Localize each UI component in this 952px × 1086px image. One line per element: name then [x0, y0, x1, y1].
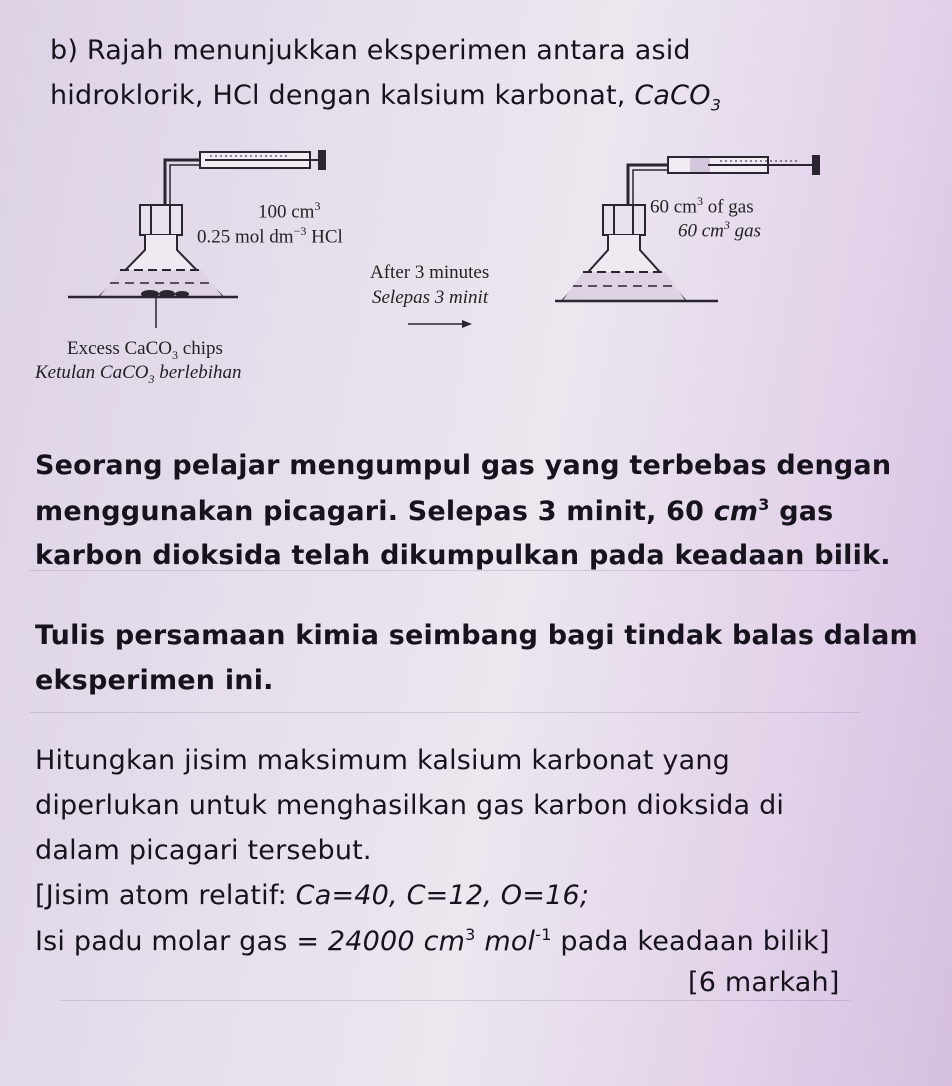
selepas-3-minit-label: Selepas 3 minit: [372, 287, 489, 308]
relative-atomic-mass-line: [Jisim atom relatif: Ca=40, C=12, O=16;: [35, 880, 590, 911]
paragraph1-line-2: menggunakan picagari. Selepas 3 minit, 60 $cm^3$ gas: [35, 495, 834, 527]
intro-line-2: hidroklorik, HCl dengan kalsium karbonat, CaCO$_3$: [50, 80, 722, 115]
paragraph3-line-1: Hitungkan jisim maksimum kalsium karbonat yang: [35, 745, 730, 776]
gas-volume-label-malay: 60 $cm^3$ gas: [678, 218, 762, 242]
syringe-handle-right: [812, 155, 820, 175]
paragraph3-line-2: diperlukan untuk menghasilkan gas karbon dioksida di: [35, 790, 785, 821]
after-3-minutes-label: After 3 minutes: [370, 262, 490, 283]
stopper-right: [603, 205, 645, 235]
stopper-left: [140, 205, 182, 235]
molar-volume-line: Isi padu molar gas = 24000 $cm^3$ mol$^{-1}$ pada keadaan bilik]: [35, 925, 830, 957]
acid-concentration-label: 0.25 mol $dm^{-3}$ HCl: [197, 224, 343, 248]
page-rule: [30, 712, 860, 713]
paragraph2-line-1: Tulis persamaan kimia seimbang bagi tindak balas dalam: [35, 620, 918, 651]
paragraph3-line-3: dalam picagari tersebut.: [35, 835, 372, 866]
intro-line-1: b) Rajah menunjukkan eksperimen antara asid: [50, 35, 691, 66]
paragraph1-line-3: karbon dioksida telah dikumpulkan pada keadaan bilik.: [35, 540, 891, 571]
syringe-handle-left: [318, 150, 326, 170]
chips-label-malay: Ketulan CaCO$_3$ berlebihan: [35, 362, 242, 386]
chips-label-english: Excess CaCO$_3$ chips: [67, 338, 223, 362]
gas-volume-label-english: 60 $cm^3$ of gas: [650, 194, 754, 218]
page-rule: [60, 1000, 850, 1001]
acid-volume-label: 100 $cm^3$: [258, 199, 321, 223]
paragraph1-line-1: Seorang pelajar mengumpul gas yang terbebas dengan: [35, 450, 892, 481]
marks-label: [6 markah]: [688, 967, 840, 998]
paragraph2-line-2: eksperimen ini.: [35, 665, 274, 696]
syringe-gas-volume: [690, 158, 710, 172]
